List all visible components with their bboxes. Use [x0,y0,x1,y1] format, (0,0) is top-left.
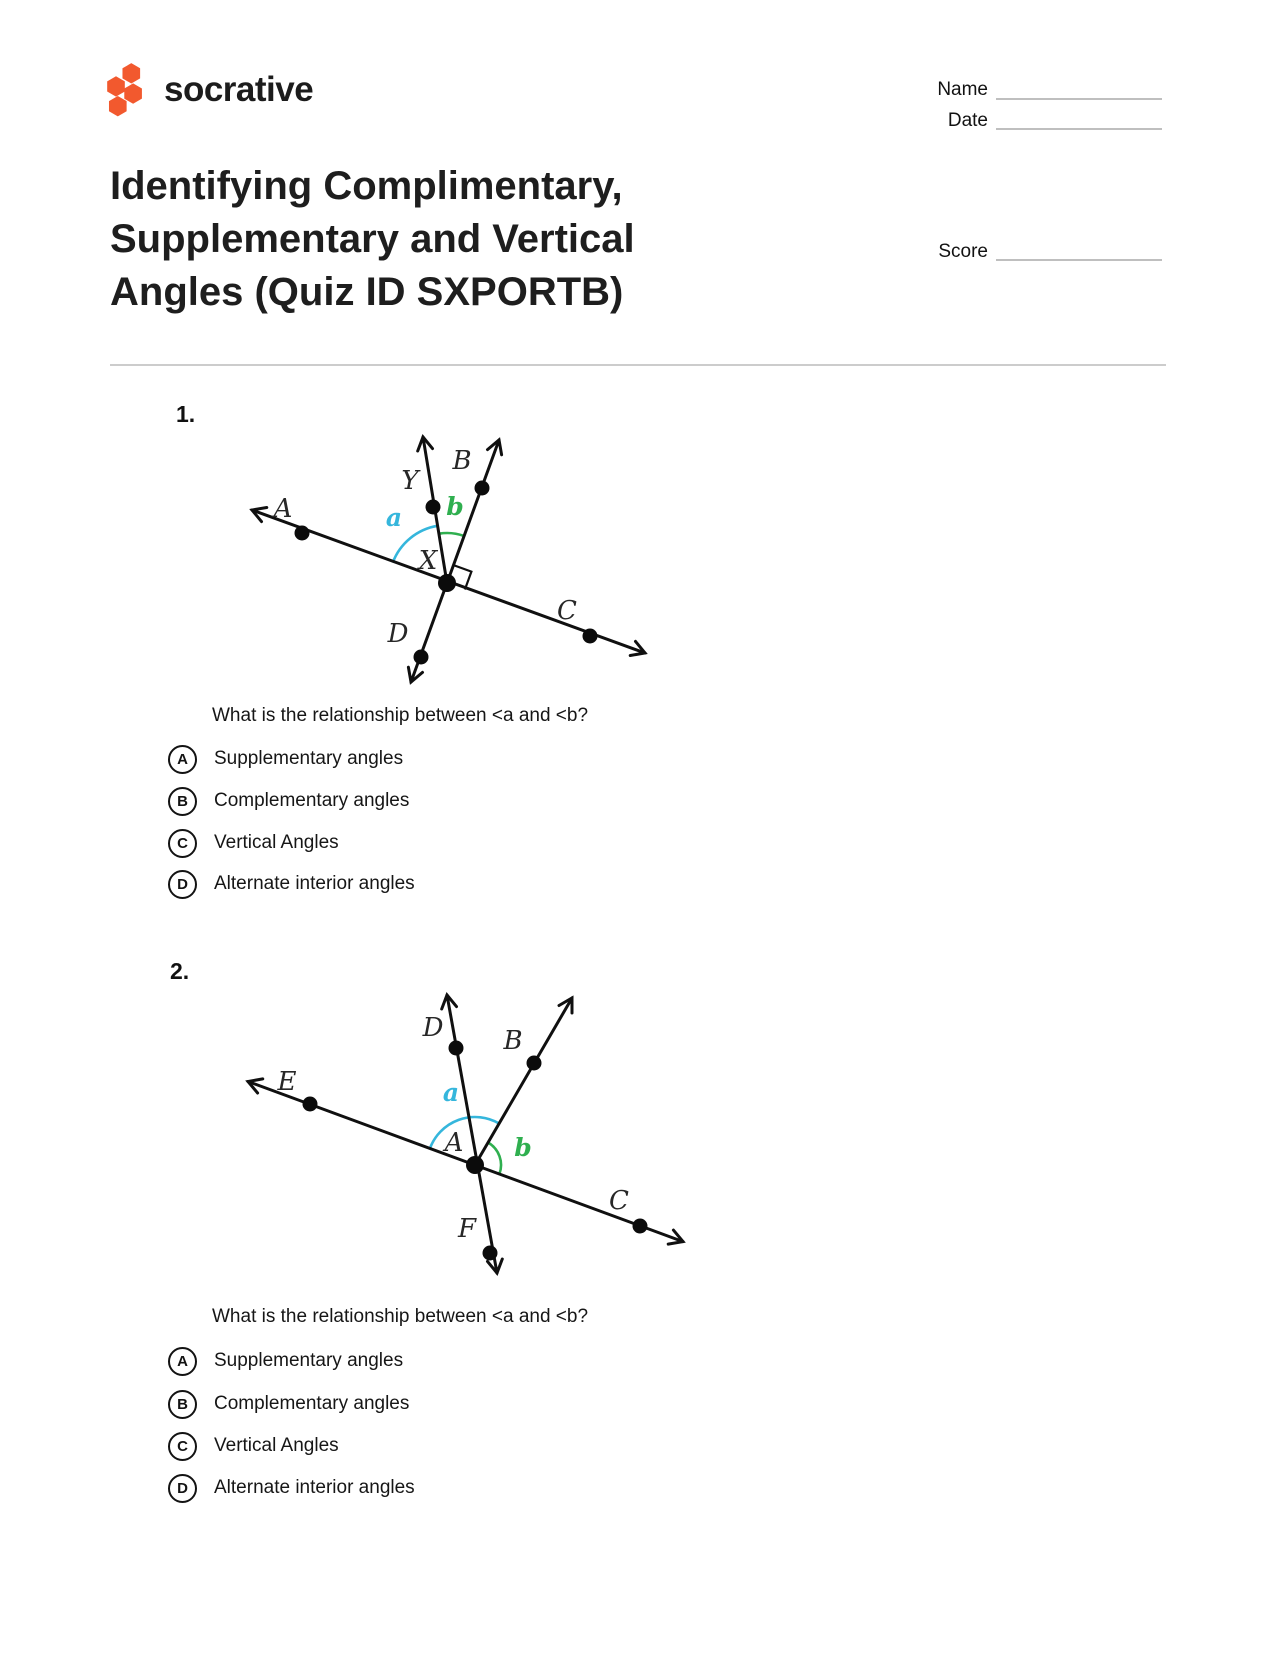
option-bubble-b[interactable]: B [168,787,197,816]
label-F: F [457,1214,477,1244]
label-X: X [418,546,438,576]
point-dot-B [527,1056,542,1071]
title-line-3: Angles (Quiz ID SXPORTB) [110,270,624,314]
point-dot-D [414,650,429,665]
point-dot-C [633,1219,648,1234]
divider-line [110,364,1166,366]
question-1-option-b[interactable] [168,786,409,816]
label-D: D [387,619,409,649]
score-write-line[interactable] [996,259,1162,261]
option-label: Complementary angles [214,790,410,811]
hexagon-cluster-icon [98,60,152,120]
question-1-diagram [230,395,660,695]
question-1-option-a[interactable] [168,744,403,774]
option-label: Alternate interior angles [214,1477,415,1498]
option-bubble-d[interactable]: D [168,1474,197,1503]
option-bubble-c[interactable]: C [168,829,197,858]
intersection-dot-X [438,574,456,592]
label-A: A [273,494,293,524]
title-line-2: Supplementary and Vertical [110,217,635,261]
option-bubble-a[interactable]: A [168,745,197,774]
point-dot-D [449,1041,464,1056]
label-A: A [444,1128,464,1158]
angle-a-label: a [442,1078,460,1107]
title-line-1: Identifying Complimentary, [110,164,623,208]
date-label: Date [947,110,988,131]
option-label: Supplementary angles [214,1350,404,1371]
point-dot-B [475,481,490,496]
option-bubble-c[interactable]: C [168,1432,197,1461]
point-dot-E [303,1097,318,1112]
logo-wordmark: socrative [164,70,314,109]
question-1-option-d[interactable] [168,869,415,899]
option-label: Vertical Angles [214,1435,339,1456]
score-label: Score [938,241,988,262]
option-label: Alternate interior angles [214,873,415,894]
question-2-option-d[interactable] [168,1473,415,1503]
option-label: Vertical Angles [214,832,339,853]
angle-b-label: b [446,492,464,521]
label-D: D [422,1013,444,1043]
question-2-option-b[interactable] [168,1389,409,1419]
label-E: E [277,1067,297,1097]
label-C: C [609,1186,629,1216]
name-label: Name [937,79,988,100]
point-dot-C [583,629,598,644]
label-B: B [452,446,472,476]
question-2-prompt: What is the relationship between <a and <b? [212,1306,589,1327]
socrative-logo [98,60,313,120]
date-write-line[interactable] [996,128,1162,130]
point-dot-A [295,526,310,541]
label-C: C [557,596,577,626]
angle-b-label: b [514,1133,532,1162]
page-title [110,160,830,319]
question-2-option-a[interactable] [168,1346,403,1376]
name-write-line[interactable] [996,98,1162,100]
question-1-prompt: What is the relationship between <a and <b? [212,705,589,726]
option-bubble-b[interactable]: B [168,1390,197,1419]
intersection-dot-A [466,1156,484,1174]
question-2-option-c[interactable] [168,1431,339,1461]
point-dot-Y [426,500,441,515]
question-2-diagram [230,935,720,1280]
question-1-option-c[interactable] [168,828,339,858]
angle-b-arc [439,533,464,536]
option-bubble-a[interactable]: A [168,1347,197,1376]
question-1-number: 1. [176,401,196,427]
label-Y: Y [401,466,419,496]
option-label: Supplementary angles [214,748,404,769]
option-bubble-d[interactable]: D [168,870,197,899]
angle-a-label: a [385,503,403,532]
label-B: B [503,1026,523,1056]
option-label: Complementary angles [214,1393,410,1414]
point-dot-F [483,1246,498,1261]
question-2-number: 2. [170,958,190,984]
